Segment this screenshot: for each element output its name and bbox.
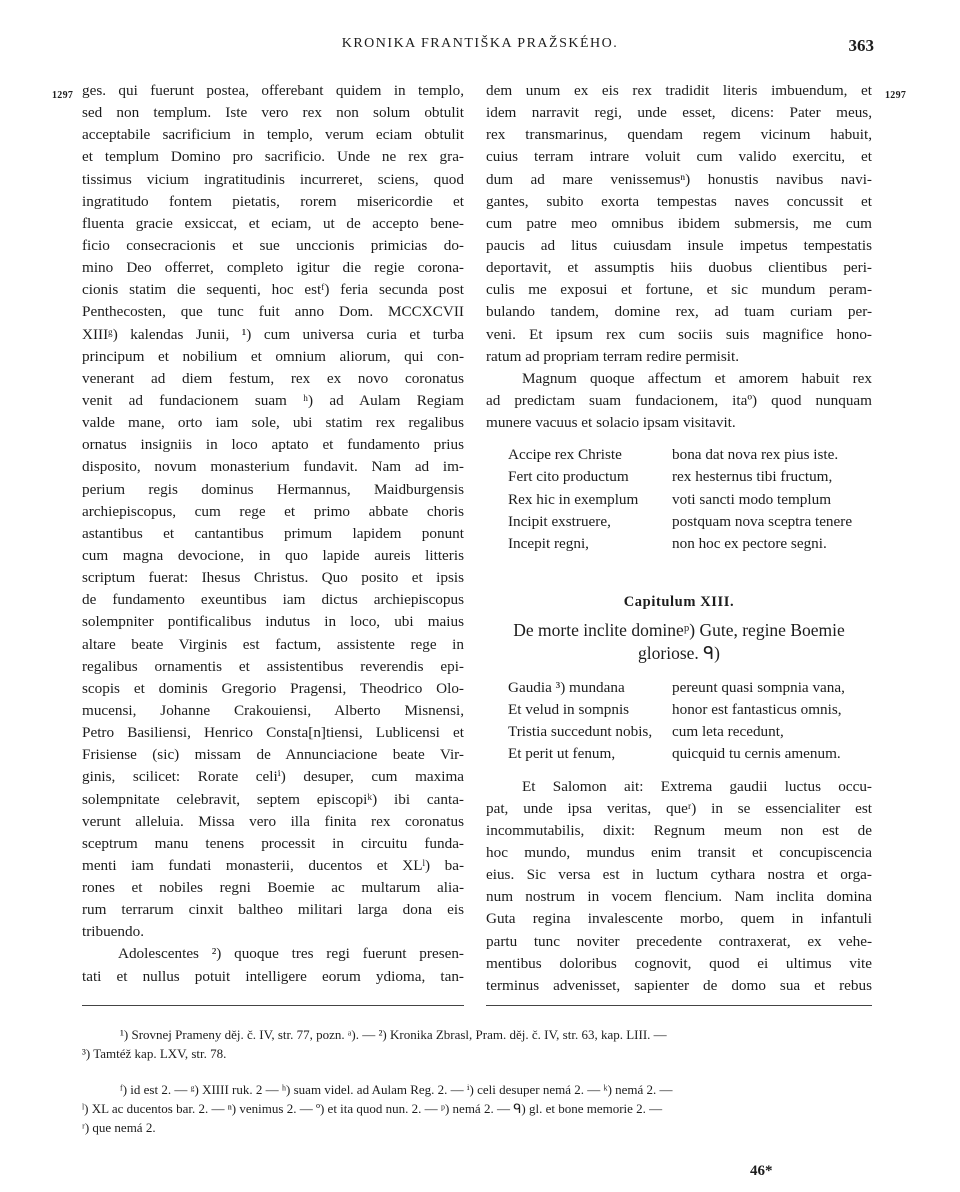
- text-line: Adolescentes ²) quoque tres regi fuerunt presen-: [118, 945, 464, 963]
- text-line: fluenta gracie exsiccat, et eciam, ut de accepto bene-: [82, 214, 464, 232]
- running-head: KRONIKA FRANTIŠKA PRAŽSKÉHO.: [341, 36, 619, 51]
- text-line: principum et nobilium et omnium aliorum, qui con-: [82, 347, 464, 365]
- spacer: [486, 766, 872, 776]
- page-header: [0, 36, 960, 60]
- text-line: hoc mundo, mundus enim transit et concupiscencia: [486, 843, 872, 861]
- verse-first-hemistich: Incepit regni,: [508, 534, 589, 552]
- text-line: incommutabilis, dixit: Regnum meum non est de: [486, 821, 872, 839]
- verse-second-hemistich: postquam nova sceptra tenere: [672, 512, 853, 530]
- text-line: disposito, novum monasterium fundavit. Nam ad im-: [82, 458, 464, 476]
- text-line: ges. qui fuerunt postea, offerebant quidem in templo,: [82, 82, 464, 99]
- text-line: veni. Et ipsum rex cum sociis suis magnifice hono-: [486, 325, 872, 343]
- text-line: rum terrarum cinxit baltheo militari larga dona eis: [82, 901, 464, 919]
- text-line: ingratitudo fontem pietatis, rorem misericordie et: [82, 192, 464, 210]
- spacer: [486, 665, 872, 677]
- verse-first-hemistich: Gaudia ³) mundana: [508, 678, 625, 696]
- text-line: et templum Domino pro sacrificio. Unde ne rex gra-: [82, 148, 464, 166]
- footnote-line: ¹) Srovnej Prameny děj. č. IV, str. 77, pozn. ᵃ). — ²) Kronika Zbrasl, Pram. děj. č. IV, str. 63, kap. LIII. —: [120, 1027, 667, 1042]
- text-line: archiepiscopus, cum rege et primo abbate choris: [82, 502, 464, 520]
- verse-line: [486, 489, 872, 511]
- verse-line: [486, 533, 872, 555]
- signature-mark: 46*: [750, 1163, 773, 1179]
- text-line: tissimus vicium ingratitudinis incurreret, sciens, quod: [82, 170, 464, 188]
- verse-first-hemistich: Incipit exstruere,: [508, 512, 611, 530]
- text-line: sceptrum manu tenens processit in circuitu funda-: [82, 834, 464, 852]
- text-line: dum ad mare venissemusⁿ) honustis navibus navi-: [486, 170, 872, 188]
- text-line: Frisiense (sic) missam de Annunciacione beate Vir-: [82, 746, 464, 764]
- text-line: dem unum ex eis rex tradidit literis imbuendum, et: [486, 82, 872, 99]
- text-line: Petro Basiliensi, Henrico Consta[n]tiensi, Lublicensi et: [82, 724, 464, 742]
- text-line: valde mane, orto iam sole, ubi statim rex regalibus: [82, 414, 464, 432]
- text-line: sed non templum. Iste vero rex non solum obtulit: [82, 104, 464, 122]
- text-line: Penthecosten, que tunc fuit anno Dom. MCCXCVII: [82, 303, 464, 321]
- spacer: [486, 555, 872, 583]
- left-column: [82, 80, 464, 988]
- text-line: menti iam fundati monasterii, ducentos et XLˡ) ba-: [82, 856, 464, 874]
- text-line: rones et nobiles regni Boemie ac multarum alia-: [82, 879, 464, 897]
- verse-second-hemistich: honor est fantasticus omnis,: [672, 701, 842, 719]
- footnote-line: ˡ) XL ac ducentos bar. 2. — ⁿ) venimus 2. — º) et ita quod nun. 2. — ᵖ) nemá 2. — ᑫ) gl. et bone memorie 2. —: [82, 1101, 663, 1116]
- text-line: perium regis dominus Hermannus, Maidburgensis: [82, 480, 464, 498]
- text-line: num nostrum in vocem flencium. Nam inclita domina: [486, 888, 872, 906]
- footnotes-sources: [82, 1025, 872, 1063]
- verse-line: [486, 743, 872, 765]
- text-line: ficio consecracionis et sue unccionis primicias do-: [82, 236, 464, 254]
- verse-second-hemistich: rex hesternus tibi fructum,: [672, 468, 833, 486]
- footnote-rule-right: [486, 1005, 872, 1006]
- text-line: idem narravit regi, unde esset, dicens: Pater meus,: [486, 104, 872, 122]
- text-line: tati et nullus potuit intelligere eorum ydioma, tan-: [82, 967, 464, 985]
- chapter-label: Capitulum XIII.: [623, 593, 735, 610]
- verse-line: [486, 699, 872, 721]
- text-line: munere vacuus et solacio ipsam visitavit.: [486, 414, 736, 432]
- text-line: mucensi, Johanne Crakouiensi, Alberto Misnensi,: [82, 701, 464, 719]
- text-line: ad predictam suam fundacionem, itaº) quod nunquam: [486, 391, 872, 409]
- footnote-line: ʳ) que nemá 2.: [82, 1120, 156, 1135]
- text-line: ratum ad propriam terram redire permisit.: [486, 347, 740, 365]
- text-line: Et Salomon ait: Extrema gaudii luctus occu-: [522, 777, 872, 795]
- text-line: solempnitate celebravit, septem episcopiᵏ) ibi canta-: [82, 790, 464, 808]
- text-line: gantes, subito exorta tempestas naves concussit et: [486, 192, 872, 210]
- right-column: [486, 80, 872, 997]
- verse-line: [486, 677, 872, 699]
- text-line: cionis statim die sequenti, hoc estᶠ) feria secunda post: [82, 281, 464, 299]
- text-line: regalibus ornamentis et assistentibus reverendis epi-: [82, 657, 464, 675]
- footnote-rule-left: [82, 1005, 464, 1006]
- verse-second-hemistich: non hoc ex pectore segni.: [672, 534, 827, 552]
- text-line: Magnum quoque affectum et amorem habuit rex: [522, 369, 872, 387]
- text-line: acceptabile sacrificium in templo, verum eciam obtulit: [82, 126, 464, 144]
- verse-first-hemistich: Rex hic in exemplum: [508, 490, 639, 508]
- text-line: bulando tandem, domine rex, ad tuam curiam per-: [486, 303, 872, 321]
- text-line: XIIIᵍ) kalendas Junii, ¹) cum universa curia et turba: [82, 325, 464, 343]
- text-line: scriptum fuerat: Ihesus Christus. Quo posito et ipsis: [82, 569, 464, 587]
- text-line: mentibus doloribus cognovit, quod ei ultimus vite: [486, 954, 872, 972]
- text-line: rex transmarinus, quendam regem vicinum habuit,: [486, 126, 872, 144]
- footnotes-variants: [82, 1080, 872, 1137]
- text-line: pat, unde ipsa veritas, queʳ) in se essencialiter est: [486, 799, 872, 817]
- text-line: verunt alleluia. Missa vero illa finita rex coronatus: [82, 812, 464, 830]
- text-line: culis me exposui et fortune, et sic mundum peram-: [486, 281, 872, 299]
- verse-first-hemistich: Tristia succedunt nobis,: [508, 723, 653, 741]
- verse-first-hemistich: Fert cito productum: [508, 468, 629, 486]
- verse-line: [486, 444, 872, 466]
- text-line: astantibus et cantantibus primum lapidem ponunt: [82, 524, 464, 542]
- verse-second-hemistich: cum leta recedunt,: [672, 723, 784, 741]
- text-line: cum magna devocione, in quo lapide aureis litteris: [82, 546, 464, 564]
- verse-second-hemistich: bona dat nova rex pius iste.: [672, 446, 839, 464]
- text-line: scopis et dominis Gregorio Pragensi, Theodrico Olo-: [82, 679, 464, 697]
- text-line: deportavit, et assumptis hiis duobus clientibus peri-: [486, 259, 872, 277]
- verse-first-hemistich: Accipe rex Christe: [508, 446, 622, 464]
- text-line: altare beate Virginis est factum, assistente rege in: [82, 635, 464, 653]
- verse-first-hemistich: Et velud in sompnis: [508, 701, 630, 719]
- margin-year-right: 1297: [885, 90, 907, 101]
- chapter-heading: De morte inclite domineᵖ) Gute, regine Boemie: [513, 619, 845, 640]
- chapter-heading-cont: gloriose. ᑫ): [638, 642, 720, 663]
- text-line: venit ad fundacionem suam ʰ) ad Aulam Regiam: [82, 391, 464, 409]
- footnote-line: ³) Tamtéž kap. LXV, str. 78.: [82, 1046, 227, 1061]
- verse-second-hemistich: quicquid tu cernis amenum.: [672, 745, 841, 763]
- text-line: cum patre meo omnibus ibidem submersis, me cum: [486, 214, 872, 232]
- text-line: terminus advenisset, sapienter de domo sua et rebus: [486, 976, 872, 994]
- text-line: partu tunc noviter precedente contraxerat, ex vehe-: [486, 932, 872, 950]
- text-line: tribuendo.: [82, 923, 145, 941]
- page-number: 363: [848, 36, 874, 55]
- text-line: eius. Sic versa est in luctum cythara nostra et orga-: [486, 866, 872, 884]
- verse-second-hemistich: voti sancti modo templum: [672, 490, 832, 508]
- verse-second-hemistich: pereunt quasi sompnia vana,: [672, 678, 845, 696]
- footnote-line: ᶠ) id est 2. — ᵍ) XIIII ruk. 2 — ʰ) suam videl. ad Aulam Reg. 2. — ⁱ) celi desuper nemá 2. — ᵏ) nemá 2. —: [120, 1082, 673, 1097]
- text-line: ginis, scilicet: Rorate celiⁱ) desuper, cum maxima: [82, 768, 464, 786]
- text-line: venerant ad diem festum, rex ex novo coronatus: [82, 369, 464, 387]
- verse-line: [486, 511, 872, 533]
- spacer: [486, 434, 872, 444]
- text-line: ornatus insigniis in loco aptato et fundamento prius: [82, 436, 464, 454]
- text-line: cuius terram intrare voluit cum valido exercitu, et: [486, 148, 872, 166]
- text-line: mino Deo offerret, completo igitur die regie corona-: [82, 259, 464, 277]
- text-line: paucis ad litus cuiusdam insule impetus tempestatis: [486, 236, 872, 254]
- text-line: Guta regina invalescente morbo, quem in infantuli: [486, 910, 872, 928]
- text-line: solempniter pontificalibus indutus in loco, ubi maius: [82, 613, 464, 631]
- text-line: de fundamento exeuntibus iam dictus archiepiscopus: [82, 591, 464, 609]
- verse-line: [486, 721, 872, 743]
- margin-year-left: 1297: [52, 90, 74, 101]
- verse-line: [486, 466, 872, 488]
- verse-first-hemistich: Et perit ut fenum,: [508, 745, 616, 763]
